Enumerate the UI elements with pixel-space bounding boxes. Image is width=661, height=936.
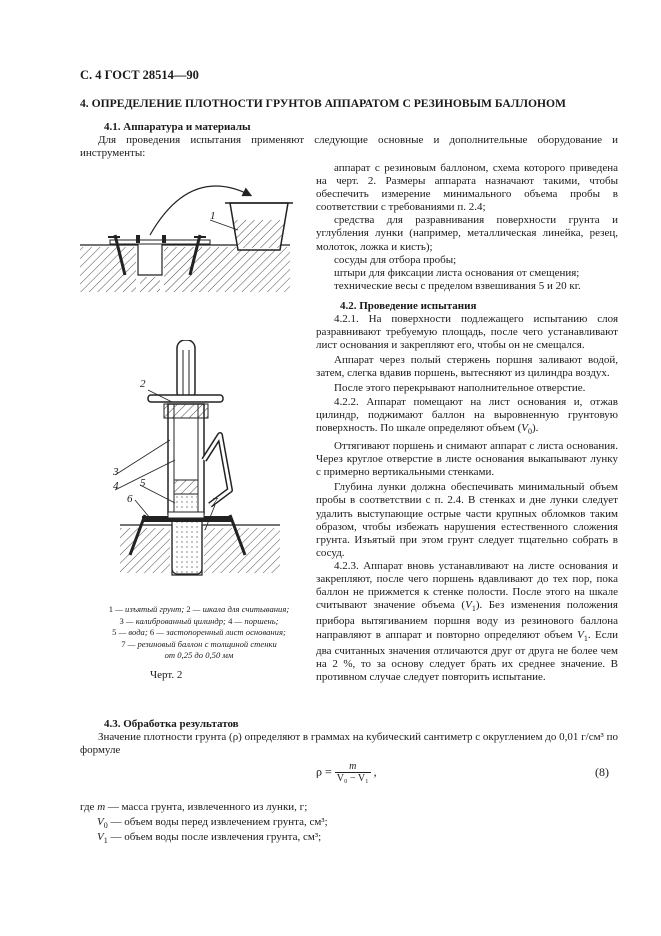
list-item: средства для разравнивания поверхности грунта и углубления лунки (например, металлическая линейка, резец, молоток, ложка и кисть); <box>316 214 618 253</box>
paragraph: 4.2.2. Аппарат помещают на лист основания и, отжав цилиндр, поджимают баллон на выровненную грунтовую поверхность. По шкале определяют объем $(V_0)$. <box>316 395 618 436</box>
definition-v0: $V_0$ — объем воды перед извлечением грунта, см³; <box>97 816 328 831</box>
figure2-label-7: 7 <box>212 496 218 508</box>
paragraph: После этого перекрывают наполнительное отверстие. <box>334 382 586 395</box>
density-formula: ρ = $\frac{m}{\text{V₀ − V₁}}$ , <box>316 761 377 784</box>
page-header: С. 4 ГОСТ 28514—90 <box>80 68 199 82</box>
subsection-4-1-title: 4.1. Аппаратура и материалы <box>104 121 251 133</box>
paragraph: Аппарат через полый стержень поршня заливают водой, затем, слегка вдавив поршень, вытесняют из цилиндра воздух. <box>316 354 618 380</box>
rubber-balloon-apparatus-drawing <box>80 340 315 580</box>
list-item: сосуды для отбора пробы; <box>334 253 457 266</box>
subsection-4-2-title: 4.2. Проведение испытания <box>340 300 477 312</box>
figure2-label-2: 2 <box>140 378 146 390</box>
definition-v1: $V_1$ — объем воды после извлечения грунта, см³; <box>97 831 322 846</box>
paragraph: Оттягивают поршень и снимают аппарат с листа основания. Через круглое отверстие в листе основания выкапывают лунку с примерно вертикальными стенками. <box>316 440 618 479</box>
figure2-label-4: 4 <box>113 480 119 492</box>
intro-paragraph: Для проведения испытания применяют следующие основные и дополнительные оборудование и инструменты: <box>80 134 618 160</box>
subsection-4-3-title: 4.3. Обработка результатов <box>104 718 239 730</box>
procedure-text <box>316 313 618 684</box>
figure-number: Черт. 2 <box>150 669 183 681</box>
figure-caption: 1 — изъятый грунт; 2 — шкала для считывания; 3 — калиброванный цилиндр; 4 — поршень; 5 — вода; 6 — застопоренный лист основания; 7 — резиновый баллон с толщиной стенки от 0,25 до 0,50 мм <box>108 604 290 661</box>
equipment-list <box>316 162 618 293</box>
figure2-label-6: 6 <box>127 493 133 505</box>
figure2-label-3: 3 <box>113 466 119 478</box>
definition-m: где m — масса грунта, извлеченного из лунки, г; <box>80 801 308 813</box>
hole-excavation-drawing <box>80 165 310 305</box>
processing-paragraph: Значение плотности грунта (ρ) определяют в граммах на кубический сантиметр с округлением до 0,01 г/см³ по формуле <box>80 731 618 757</box>
list-item: штыри для фиксации листа основания от смещения; <box>334 266 580 279</box>
section-title: 4. ОПРЕДЕЛЕНИЕ ПЛОТНОСТИ ГРУНТОВ АППАРАТОМ С РЕЗИНОВЫМ БАЛЛОНОМ <box>80 97 566 110</box>
paragraph: 4.2.3. Аппарат вновь устанавливают на листе основания и закрепляют, после чего поршень вдавливают до тех пор, пока баллон не прижмется к стенке полости. После этого на шкале считывают значение объема $(V_1)$. Без изменения положения прибора вытягиванием поршня воду из резинового баллона направляют в аппарат и повторно определяют объем $V_1$. Если два считанных значения отличаются друг от друга не более чем на 2 %, то за основу следует брать их среднее значение. В противном случае следует повторить испытание. <box>316 559 618 683</box>
list-item: технические весы с пределом взвешивания 5 и 20 кг. <box>334 279 581 292</box>
equation-number: (8) <box>595 765 609 779</box>
figure1-label-1: 1 <box>210 210 216 222</box>
figure2-label-5: 5 <box>140 477 146 489</box>
paragraph: Глубина лунки должна обеспечивать минимальный объем пробы в соответствии с п. 2.4. В стенках и дне лунки следует удалить выступающие острые части крупных обломков таким образом, чтобы избежать нарушения естественного сложения грунта. Изъятый при этом грунт следует тщательно собрать в сосуд. <box>316 481 618 559</box>
paragraph: 4.2.1. На поверхности подлежащего испытанию слоя разравнивают требуемую площадь, после чего устанавливают лист основания и закрепляют его, чтобы он не смещался. <box>316 313 618 352</box>
list-item: аппарат с резиновым баллоном, схема которого приведена на черт. 2. Размеры аппарата назначают такими, чтобы обеспечить измерение минимального объема пробы в соответствии с требованиями п. 2.4; <box>316 162 618 214</box>
